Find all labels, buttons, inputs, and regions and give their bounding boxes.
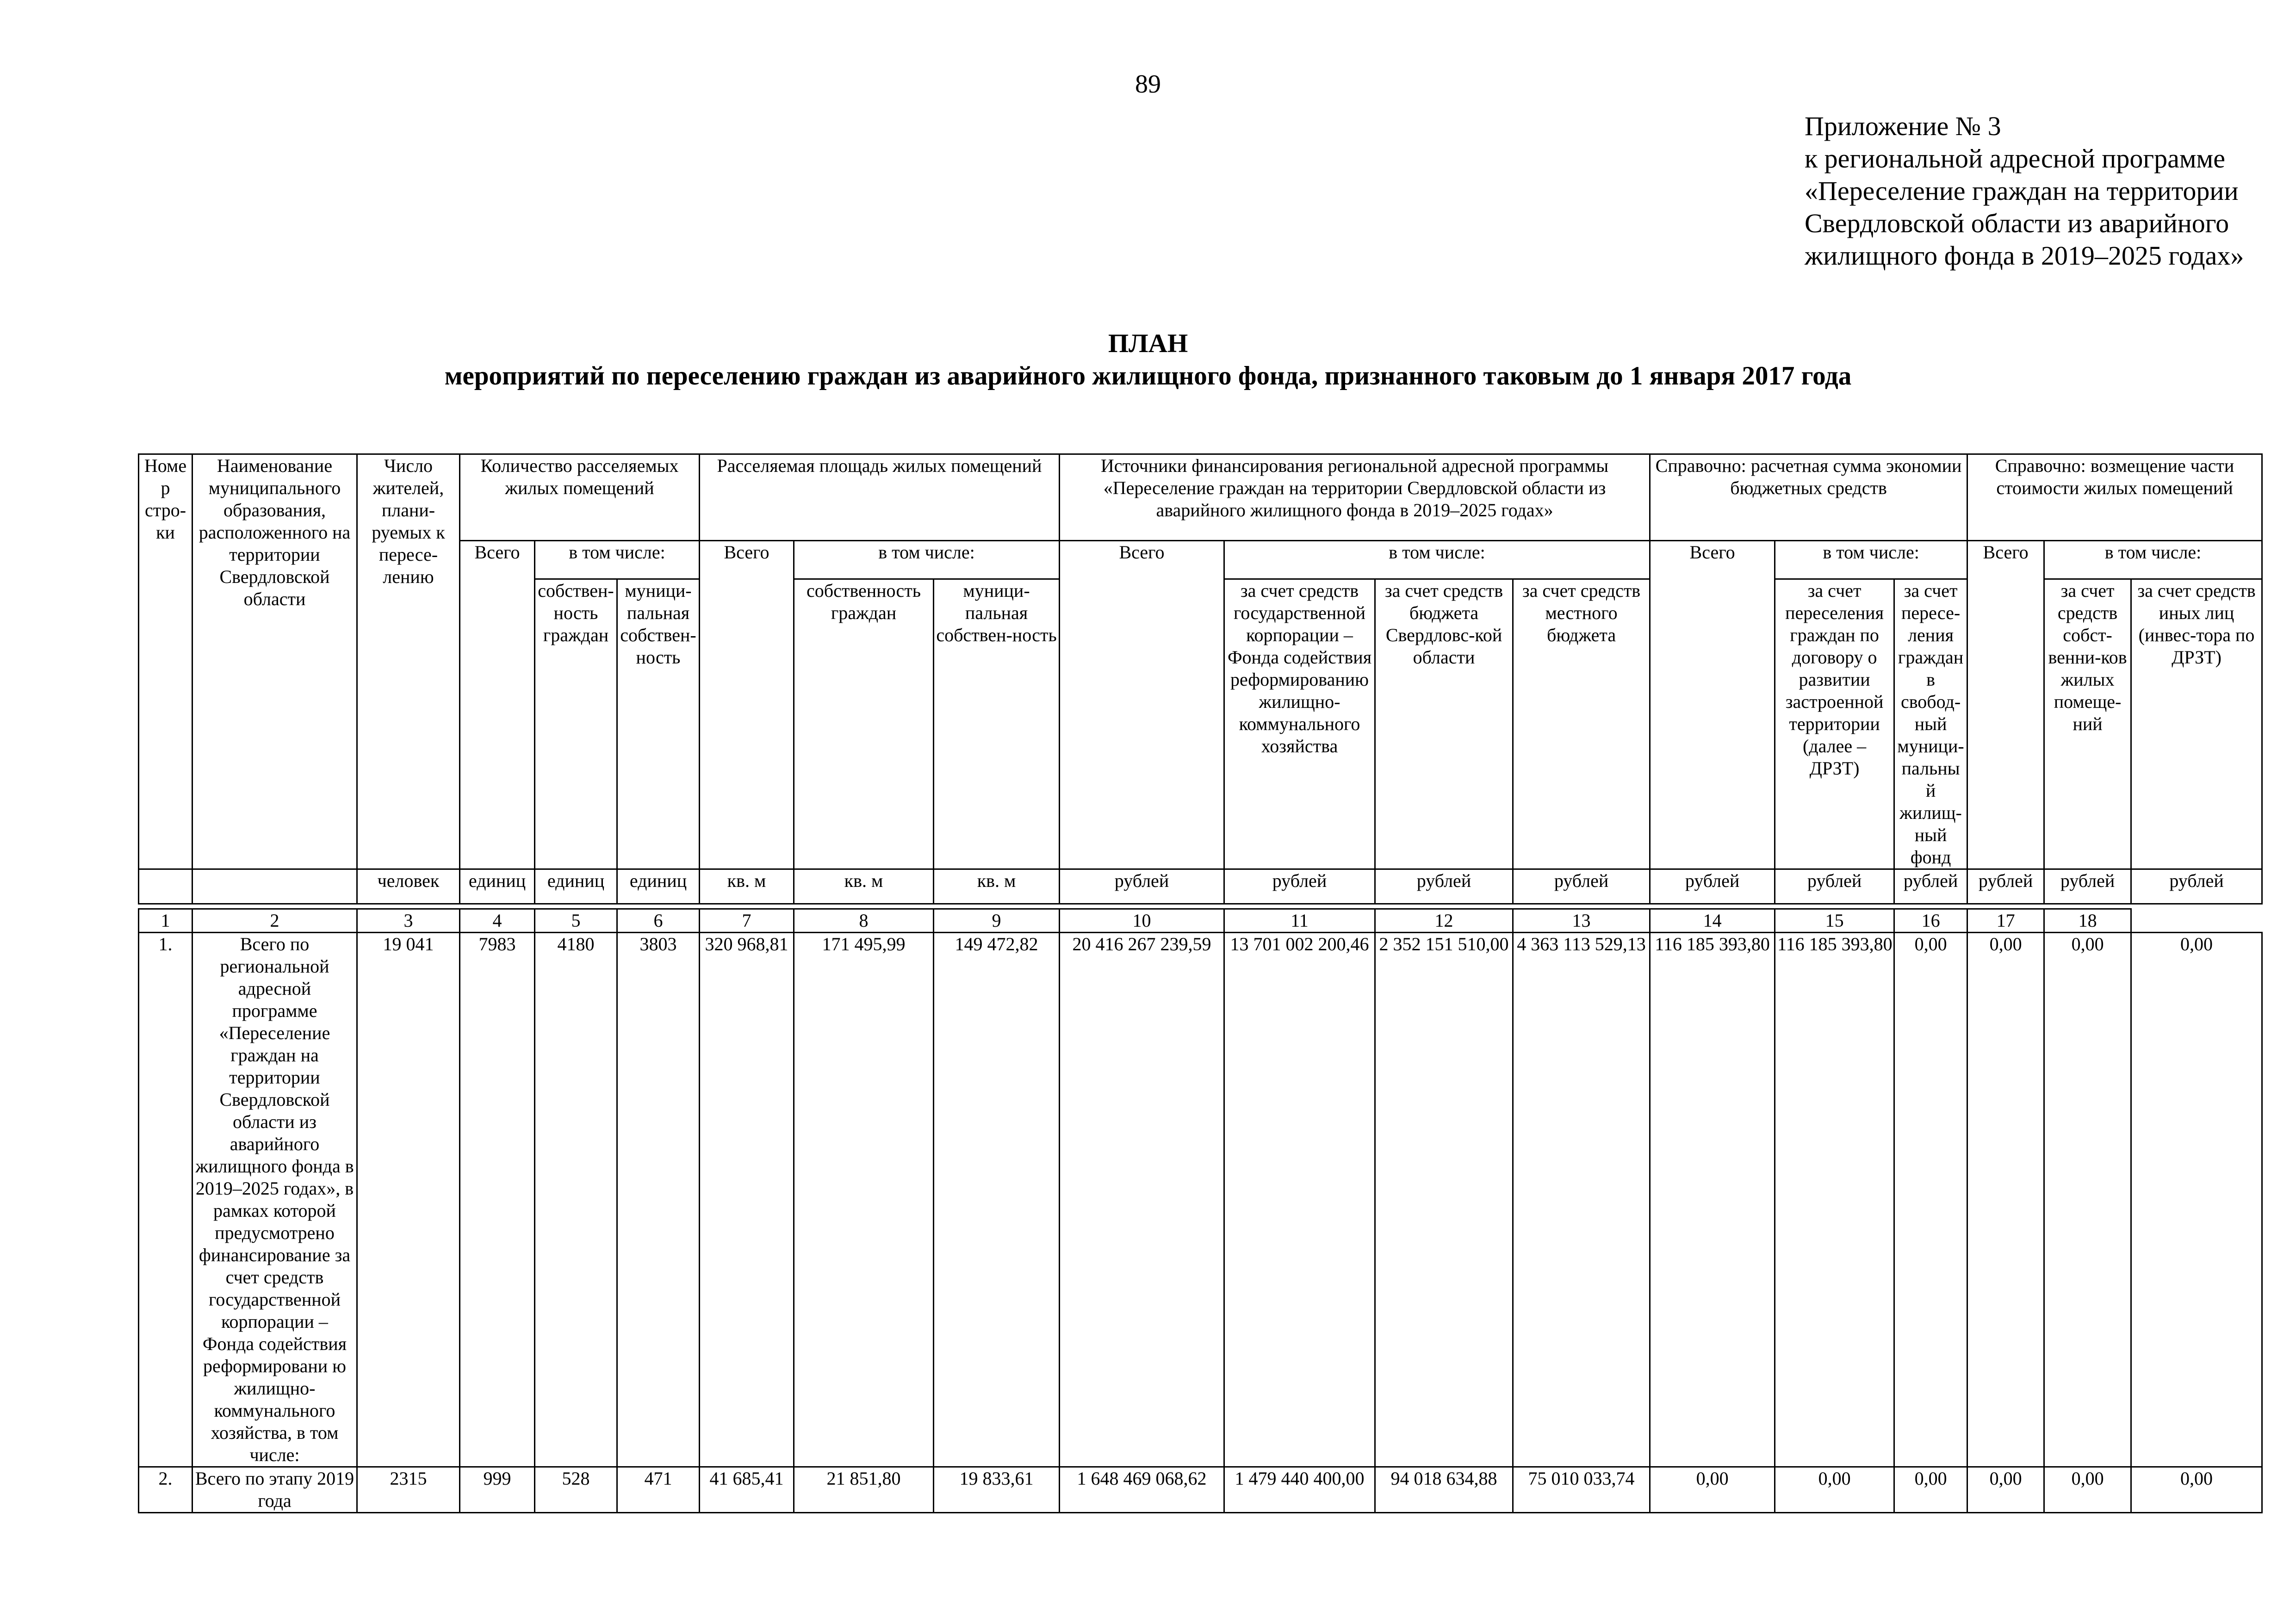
- table-row: [139, 933, 2262, 1467]
- row-value: 21 851,80: [794, 1467, 934, 1513]
- header-economy: Справочно: расчетная сумма экономии бюджетных средств: [1650, 454, 1967, 541]
- unit-cell: рублей: [1894, 869, 1967, 904]
- header-area: Расселяемая площадь жилых помещений: [700, 454, 1060, 541]
- row-value: 528: [535, 1467, 617, 1513]
- header-economy-including: в том числе:: [1775, 541, 1967, 579]
- column-number: 8: [794, 909, 934, 933]
- column-number: 9: [934, 909, 1060, 933]
- row-number: 1.: [139, 933, 192, 1467]
- header-premises-total: Всего: [460, 541, 535, 869]
- column-number: 5: [535, 909, 617, 933]
- appendix-note: [1805, 110, 2267, 272]
- unit-cell: кв. м: [700, 869, 794, 904]
- row-value: 171 495,99: [794, 933, 934, 1467]
- row-value: 0,00: [2044, 1467, 2131, 1513]
- column-number: 16: [1894, 909, 1967, 933]
- unit-cell: рублей: [1513, 869, 1650, 904]
- row-value: 4180: [535, 933, 617, 1467]
- appendix-line: жилищного фонда в 2019–2025 годах»: [1805, 241, 2244, 271]
- row-value: 75 010 033,74: [1513, 1467, 1650, 1513]
- row-value: 13 701 002 200,46: [1224, 933, 1375, 1467]
- column-numbers-row: [139, 909, 2262, 933]
- row-value: 2 352 151 510,00: [1375, 933, 1513, 1467]
- row-value: 0,00: [2131, 933, 2262, 1467]
- header-residents: Число жителей, плани-руемых к пересе-лению: [357, 454, 460, 869]
- header-free-fund: за счет пересе-ления граждан в свобод-ный муници-пальный жилищ-ный фонд: [1894, 579, 1967, 869]
- row-value: 20 416 267 239,59: [1060, 933, 1224, 1467]
- header-economy-total: Всего: [1650, 541, 1775, 869]
- row-value: 4 363 113 529,13: [1513, 933, 1650, 1467]
- header-other-persons: за счет средств иных лиц (инвес-тора по ДРЗТ): [2131, 579, 2262, 869]
- appendix-line: «Переселение граждан на территории: [1805, 176, 2239, 206]
- column-number: 18: [2044, 909, 2131, 933]
- row-value: 471: [617, 1467, 700, 1513]
- units-empty: [139, 869, 192, 904]
- header-municipality: Наименование муниципального образования, расположенного на территории Свердловской области: [192, 454, 357, 869]
- header-local-budget: за счет средств местного бюджета: [1513, 579, 1650, 869]
- column-number: 11: [1224, 909, 1375, 933]
- header-premises-municipal: муници-пальная собствен-ность: [617, 579, 700, 869]
- header-drzt: за счет переселения граждан по договору о развитии застроенной территории (далее – ДРЗТ): [1775, 579, 1894, 869]
- title-line-1: ПЛАН: [1108, 329, 1188, 358]
- column-number: 13: [1513, 909, 1650, 933]
- header-regional-budget: за счет средств бюджета Свердловс-кой области: [1375, 579, 1513, 869]
- header-area-total: Всего: [700, 541, 794, 869]
- title-line-2: мероприятий по переселению граждан из аварийного жилищного фонда, признанного таковым до 1 января 2017 года: [444, 361, 1852, 390]
- unit-cell: единиц: [535, 869, 617, 904]
- gap-cell: [139, 904, 2131, 909]
- appendix-line: Приложение № 3: [1805, 111, 2001, 141]
- header-premises-citizen: собствен-ность граждан: [535, 579, 617, 869]
- unit-cell: кв. м: [934, 869, 1060, 904]
- unit-cell: рублей: [1375, 869, 1513, 904]
- column-number: 17: [1967, 909, 2044, 933]
- row-value: 94 018 634,88: [1375, 1467, 1513, 1513]
- unit-cell: рублей: [2044, 869, 2131, 904]
- row-value: 19 833,61: [934, 1467, 1060, 1513]
- gap-row: [139, 904, 2262, 909]
- column-number: 15: [1775, 909, 1894, 933]
- row-value: 41 685,41: [700, 1467, 794, 1513]
- column-number: 3: [357, 909, 460, 933]
- row-value: 320 968,81: [700, 933, 794, 1467]
- column-number: 1: [139, 909, 192, 933]
- unit-cell: рублей: [2131, 869, 2262, 904]
- row-number: 2.: [139, 1467, 192, 1513]
- header-owners: за счет средств собст-венни-ков жилых помеще-ний: [2044, 579, 2131, 869]
- units-empty: [192, 869, 357, 904]
- row-value: 149 472,82: [934, 933, 1060, 1467]
- unit-cell: единиц: [460, 869, 535, 904]
- row-value: 1 648 469 068,62: [1060, 1467, 1224, 1513]
- row-value: 0,00: [2044, 933, 2131, 1467]
- row-value: 0,00: [1775, 1467, 1894, 1513]
- row-value: 0,00: [1650, 1467, 1775, 1513]
- header-funding: Источники финансирования региональной адресной программы «Переселение граждан на территории Свердловской области из аварийного жилищного фонда в 2019–2025 годах»: [1060, 454, 1650, 541]
- column-number: 10: [1060, 909, 1224, 933]
- row-value: 0,00: [2131, 1467, 2262, 1513]
- table-row: [139, 1467, 2262, 1513]
- header-funding-total: Всего: [1060, 541, 1224, 869]
- header-compensation: Справочно: возмещение части стоимости жилых помещений: [1967, 454, 2262, 541]
- unit-cell: рублей: [1967, 869, 2044, 904]
- row-value: 2315: [357, 1467, 460, 1513]
- header-funding-including: в том числе:: [1224, 541, 1650, 579]
- column-number: 2: [192, 909, 357, 933]
- plan-table: [138, 453, 2263, 1513]
- row-value: 3803: [617, 933, 700, 1467]
- column-number: 6: [617, 909, 700, 933]
- appendix-line: к региональной адресной программе: [1805, 143, 2225, 173]
- unit-cell: кв. м: [794, 869, 934, 904]
- column-number: 12: [1375, 909, 1513, 933]
- row-value: 0,00: [1894, 933, 1967, 1467]
- row-value: 0,00: [1967, 933, 2044, 1467]
- row-value: 0,00: [1967, 1467, 2044, 1513]
- page-number: 89: [1135, 70, 1161, 99]
- header-premises-including: в том числе:: [535, 541, 700, 579]
- row-value: 999: [460, 1467, 535, 1513]
- unit-cell: рублей: [1775, 869, 1894, 904]
- row-value: 1 479 440 400,00: [1224, 1467, 1375, 1513]
- unit-cell: рублей: [1060, 869, 1224, 904]
- row-value: 19 041: [357, 933, 460, 1467]
- column-number: 14: [1650, 909, 1775, 933]
- header-area-including: в том числе:: [794, 541, 1060, 579]
- header-compensation-including: в том числе:: [2044, 541, 2262, 579]
- column-number: 7: [700, 909, 794, 933]
- header-compensation-total: Всего: [1967, 541, 2044, 869]
- unit-cell: человек: [357, 869, 460, 904]
- row-value: 116 185 393,80: [1650, 933, 1775, 1467]
- row-name: Всего по этапу 2019 года: [192, 1467, 357, 1513]
- column-number: 4: [460, 909, 535, 933]
- unit-cell: единиц: [617, 869, 700, 904]
- header-area-citizen: собственность граждан: [794, 579, 934, 869]
- unit-cell: рублей: [1224, 869, 1375, 904]
- row-value: 7983: [460, 933, 535, 1467]
- unit-cell: рублей: [1650, 869, 1775, 904]
- units-row: [139, 869, 2262, 904]
- row-name: Всего по региональной адресной программе «Переселение граждан на территории Свердловской области из аварийного жилищного фонда в 2019–2025 годах», в рамках которой предусмотрено финансирование за счет средств государственной корпорации – Фонда содействия реформировани ю жилищно-коммунального хозяйства, в том числе:: [192, 933, 357, 1467]
- row-value: 116 185 393,80: [1775, 933, 1894, 1467]
- header-row-1: [139, 454, 2262, 541]
- row-value: 0,00: [1894, 1467, 1967, 1513]
- appendix-line: Свердловской области из аварийного: [1805, 208, 2229, 238]
- document-title: [0, 328, 2296, 392]
- header-premises-count: Количество расселяемых жилых помещений: [460, 454, 700, 541]
- header-fund-corporation: за счет средств государственной корпорации – Фонда содействия реформированию жилищно-коммунального хозяйства: [1224, 579, 1375, 869]
- header-row-number: Номер стро-ки: [139, 454, 192, 869]
- header-area-municipal: муници-пальная собствен-ность: [934, 579, 1060, 869]
